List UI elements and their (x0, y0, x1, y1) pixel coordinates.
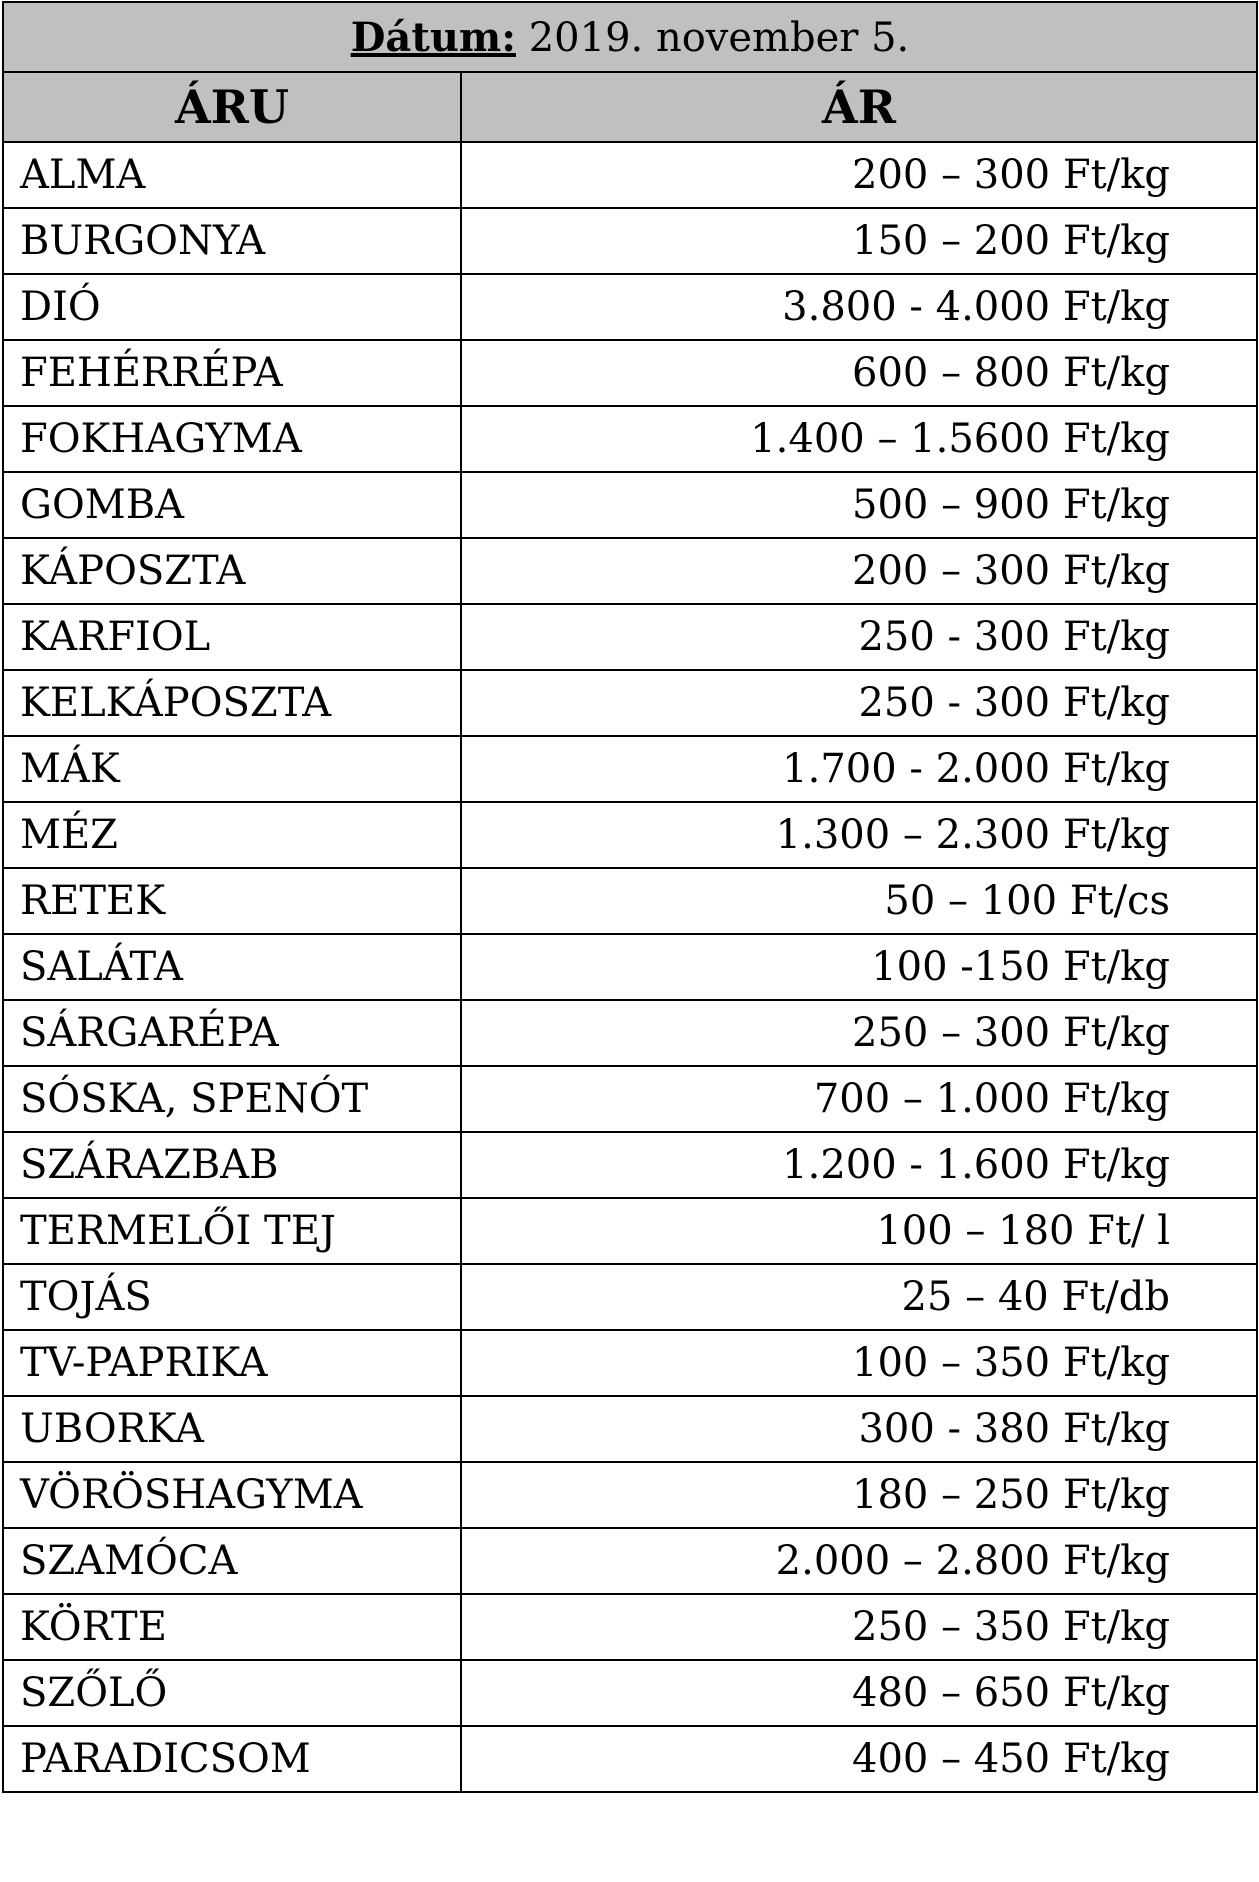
item-price-cell: 200 – 300 Ft/kg (461, 142, 1257, 208)
date-label: Dátum: (350, 13, 516, 61)
item-name-cell: KÁPOSZTA (3, 538, 461, 604)
item-name-cell: SZÁRAZBAB (3, 1132, 461, 1198)
item-price-cell: 1.700 - 2.000 Ft/kg (461, 736, 1257, 802)
table-row (3, 274, 1257, 340)
item-name-cell: PARADICSOM (3, 1726, 461, 1792)
item-price-cell: 250 - 300 Ft/kg (461, 604, 1257, 670)
item-price-cell: 50 – 100 Ft/cs (461, 868, 1257, 934)
table-row (3, 1000, 1257, 1066)
item-name-cell: VÖRÖSHAGYMA (3, 1462, 461, 1528)
date-value: 2019. november 5. (516, 14, 910, 61)
item-name-cell: UBORKA (3, 1396, 461, 1462)
table-row (3, 868, 1257, 934)
item-price-cell: 25 – 40 Ft/db (461, 1264, 1257, 1330)
item-name-cell: SZAMÓCA (3, 1528, 461, 1594)
item-price-cell: 100 -150 Ft/kg (461, 934, 1257, 1000)
table-row (3, 802, 1257, 868)
table-row (3, 340, 1257, 406)
item-name-cell: KARFIOL (3, 604, 461, 670)
item-price-cell: 150 – 200 Ft/kg (461, 208, 1257, 274)
column-header-price: ÁR (461, 72, 1257, 142)
item-name-cell: ALMA (3, 142, 461, 208)
item-name-cell: BURGONYA (3, 208, 461, 274)
table-row (3, 472, 1257, 538)
item-price-cell: 250 - 300 Ft/kg (461, 670, 1257, 736)
item-name-cell: TV-PAPRIKA (3, 1330, 461, 1396)
item-name-cell: DIÓ (3, 274, 461, 340)
item-price-cell: 2.000 – 2.800 Ft/kg (461, 1528, 1257, 1594)
item-name-cell: KÖRTE (3, 1594, 461, 1660)
item-price-cell: 1.300 – 2.300 Ft/kg (461, 802, 1257, 868)
table-row (3, 1396, 1257, 1462)
item-price-cell: 3.800 - 4.000 Ft/kg (461, 274, 1257, 340)
table-row (3, 670, 1257, 736)
item-price-cell: 180 – 250 Ft/kg (461, 1462, 1257, 1528)
item-price-cell: 600 – 800 Ft/kg (461, 340, 1257, 406)
item-name-cell: MÉZ (3, 802, 461, 868)
item-price-cell: 1.200 - 1.600 Ft/kg (461, 1132, 1257, 1198)
item-name-cell: FOKHAGYMA (3, 406, 461, 472)
item-name-cell: SÓSKA, SPENÓT (3, 1066, 461, 1132)
item-name-cell: SZŐLŐ (3, 1660, 461, 1726)
table-row (3, 604, 1257, 670)
table-row (3, 538, 1257, 604)
item-name-cell: TERMELŐI TEJ (3, 1198, 461, 1264)
table-row (3, 1132, 1257, 1198)
table-row (3, 406, 1257, 472)
table-row (3, 1462, 1257, 1528)
date-row (3, 2, 1257, 72)
table-row (3, 1198, 1257, 1264)
table-row (3, 934, 1257, 1000)
table-row (3, 1528, 1257, 1594)
price-table (2, 1, 1258, 1793)
item-price-cell: 700 – 1.000 Ft/kg (461, 1066, 1257, 1132)
table-row (3, 1726, 1257, 1792)
item-name-cell: TOJÁS (3, 1264, 461, 1330)
item-price-cell: 1.400 – 1.5600 Ft/kg (461, 406, 1257, 472)
item-name-cell: MÁK (3, 736, 461, 802)
item-price-cell: 300 - 380 Ft/kg (461, 1396, 1257, 1462)
table-row (3, 1594, 1257, 1660)
table-row (3, 142, 1257, 208)
item-name-cell: SALÁTA (3, 934, 461, 1000)
table-row (3, 1264, 1257, 1330)
item-price-cell: 200 – 300 Ft/kg (461, 538, 1257, 604)
item-name-cell: GOMBA (3, 472, 461, 538)
item-price-cell: 480 – 650 Ft/kg (461, 1660, 1257, 1726)
item-price-cell: 500 – 900 Ft/kg (461, 472, 1257, 538)
table-row (3, 208, 1257, 274)
table-row (3, 1330, 1257, 1396)
table-row (3, 1660, 1257, 1726)
item-name-cell: RETEK (3, 868, 461, 934)
column-header-item: ÁRU (3, 72, 461, 142)
column-header-row (3, 72, 1257, 142)
table-row (3, 1066, 1257, 1132)
date-cell (3, 2, 1257, 72)
table-row (3, 736, 1257, 802)
item-price-cell: 400 – 450 Ft/kg (461, 1726, 1257, 1792)
item-name-cell: FEHÉRRÉPA (3, 340, 461, 406)
item-name-cell: KELKÁPOSZTA (3, 670, 461, 736)
item-name-cell: SÁRGARÉPA (3, 1000, 461, 1066)
item-price-cell: 250 – 300 Ft/kg (461, 1000, 1257, 1066)
item-price-cell: 100 – 350 Ft/kg (461, 1330, 1257, 1396)
item-price-cell: 100 – 180 Ft/ l (461, 1198, 1257, 1264)
item-price-cell: 250 – 350 Ft/kg (461, 1594, 1257, 1660)
